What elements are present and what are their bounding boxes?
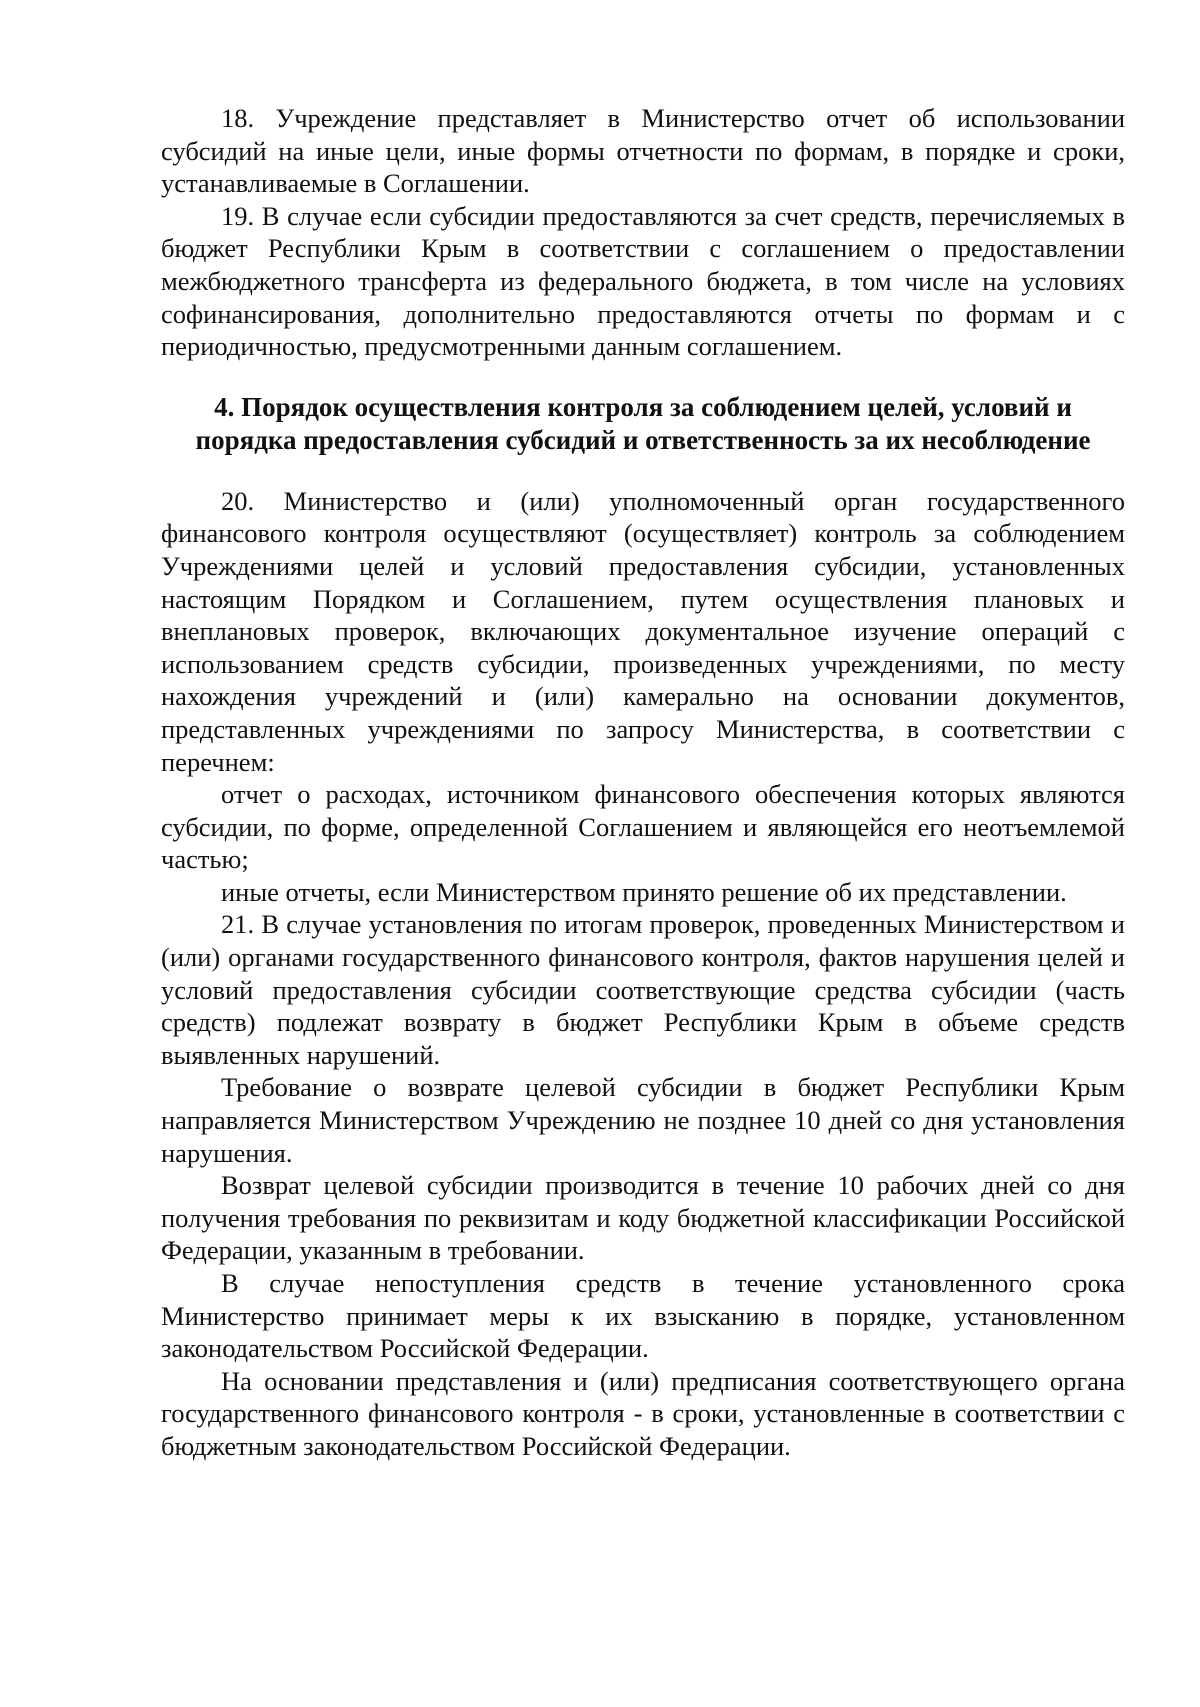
section-heading [161,391,1125,457]
paragraph-19: 19. В случае если субсидии предоставляются за счет средств, перечисляемых в бюджет Республики Крым в соответствии с соглашением о предоставлении межбюджетного трансферта из федерального бюджета, в том числе на условиях софинансирования, дополнительно предоставляются отчеты по формам и с периодичностью, предусмотренными данным соглашением. [161,200,1125,362]
paragraph-20-list-item-2: иные отчеты, если Министерством принято решение об их представлении. [221,876,1067,907]
paragraph-21-basis: На основании представления и (или) предписания соответствующего органа государственного финансового контроля - в сроки, установленные в соответствии с бюджетным законодательством Российской Федерации. [161,1365,1125,1461]
paragraph-18: 18. Учреждение представляет в Министерство отчет об использовании субсидий на иные цели, иные формы отчетности по формам, в порядке и сроки, устанавливаемые в Соглашении. [161,103,1125,199]
section-heading-line-1: 4. Порядок осуществления контроля за соблюдением целей, условий и [214,391,1072,422]
paragraph-21: 21. В случае установления по итогам проверок, проведенных Министерством и (или) органами государственного финансового контроля, фактов нарушения целей и условий предоставления субсидии соответствующие средства субсидии (часть средств) подлежат возврату в бюджет Республики Крым в объеме средств выявленных нарушений. [161,909,1125,1070]
paragraph-21-collection: В случае непоступления средств в течение установленного срока Министерство принимает меры к их взысканию в порядке, установленном законодательством Российской Федерации. [161,1268,1125,1364]
document-page [161,102,1125,1463]
paragraph-21-return: Возврат целевой субсидии производится в течение 10 рабочих дней со дня получения требования по реквизитам и коду бюджетной классификации Российской Федерации, указанным в требовании. [161,1170,1125,1266]
section-heading-line-2: порядка предоставления субсидий и ответственность за их несоблюдение [195,424,1091,455]
paragraph-20: 20. Министерство и (или) уполномоченный орган государственного финансового контроля осуществляют (осуществляет) контроль за соблюдением Учреждениями целей и условий предоставления субсидии, установленных настоящим Порядком и Соглашением, путем осуществления плановых и внеплановых проверок, включающих документальное изучение операций с использованием средств субсидии, произведенных учреждениями, по месту нахождения учреждений и (или) камерально на основании документов, представленных учреждениями по запросу Министерства, в соответствии с перечнем: [161,485,1125,777]
paragraph-20-list-item-1: отчет о расходах, источником финансового обеспечения которых являются субсидии, по форме, определенной Соглашением и являющейся его неотъемлемой частью; [161,779,1125,875]
paragraph-21-requirement: Требование о возврате целевой субсидии в бюджет Республики Крым направляется Министерством Учреждению не позднее 10 дней со дня установления нарушения. [161,1072,1125,1168]
